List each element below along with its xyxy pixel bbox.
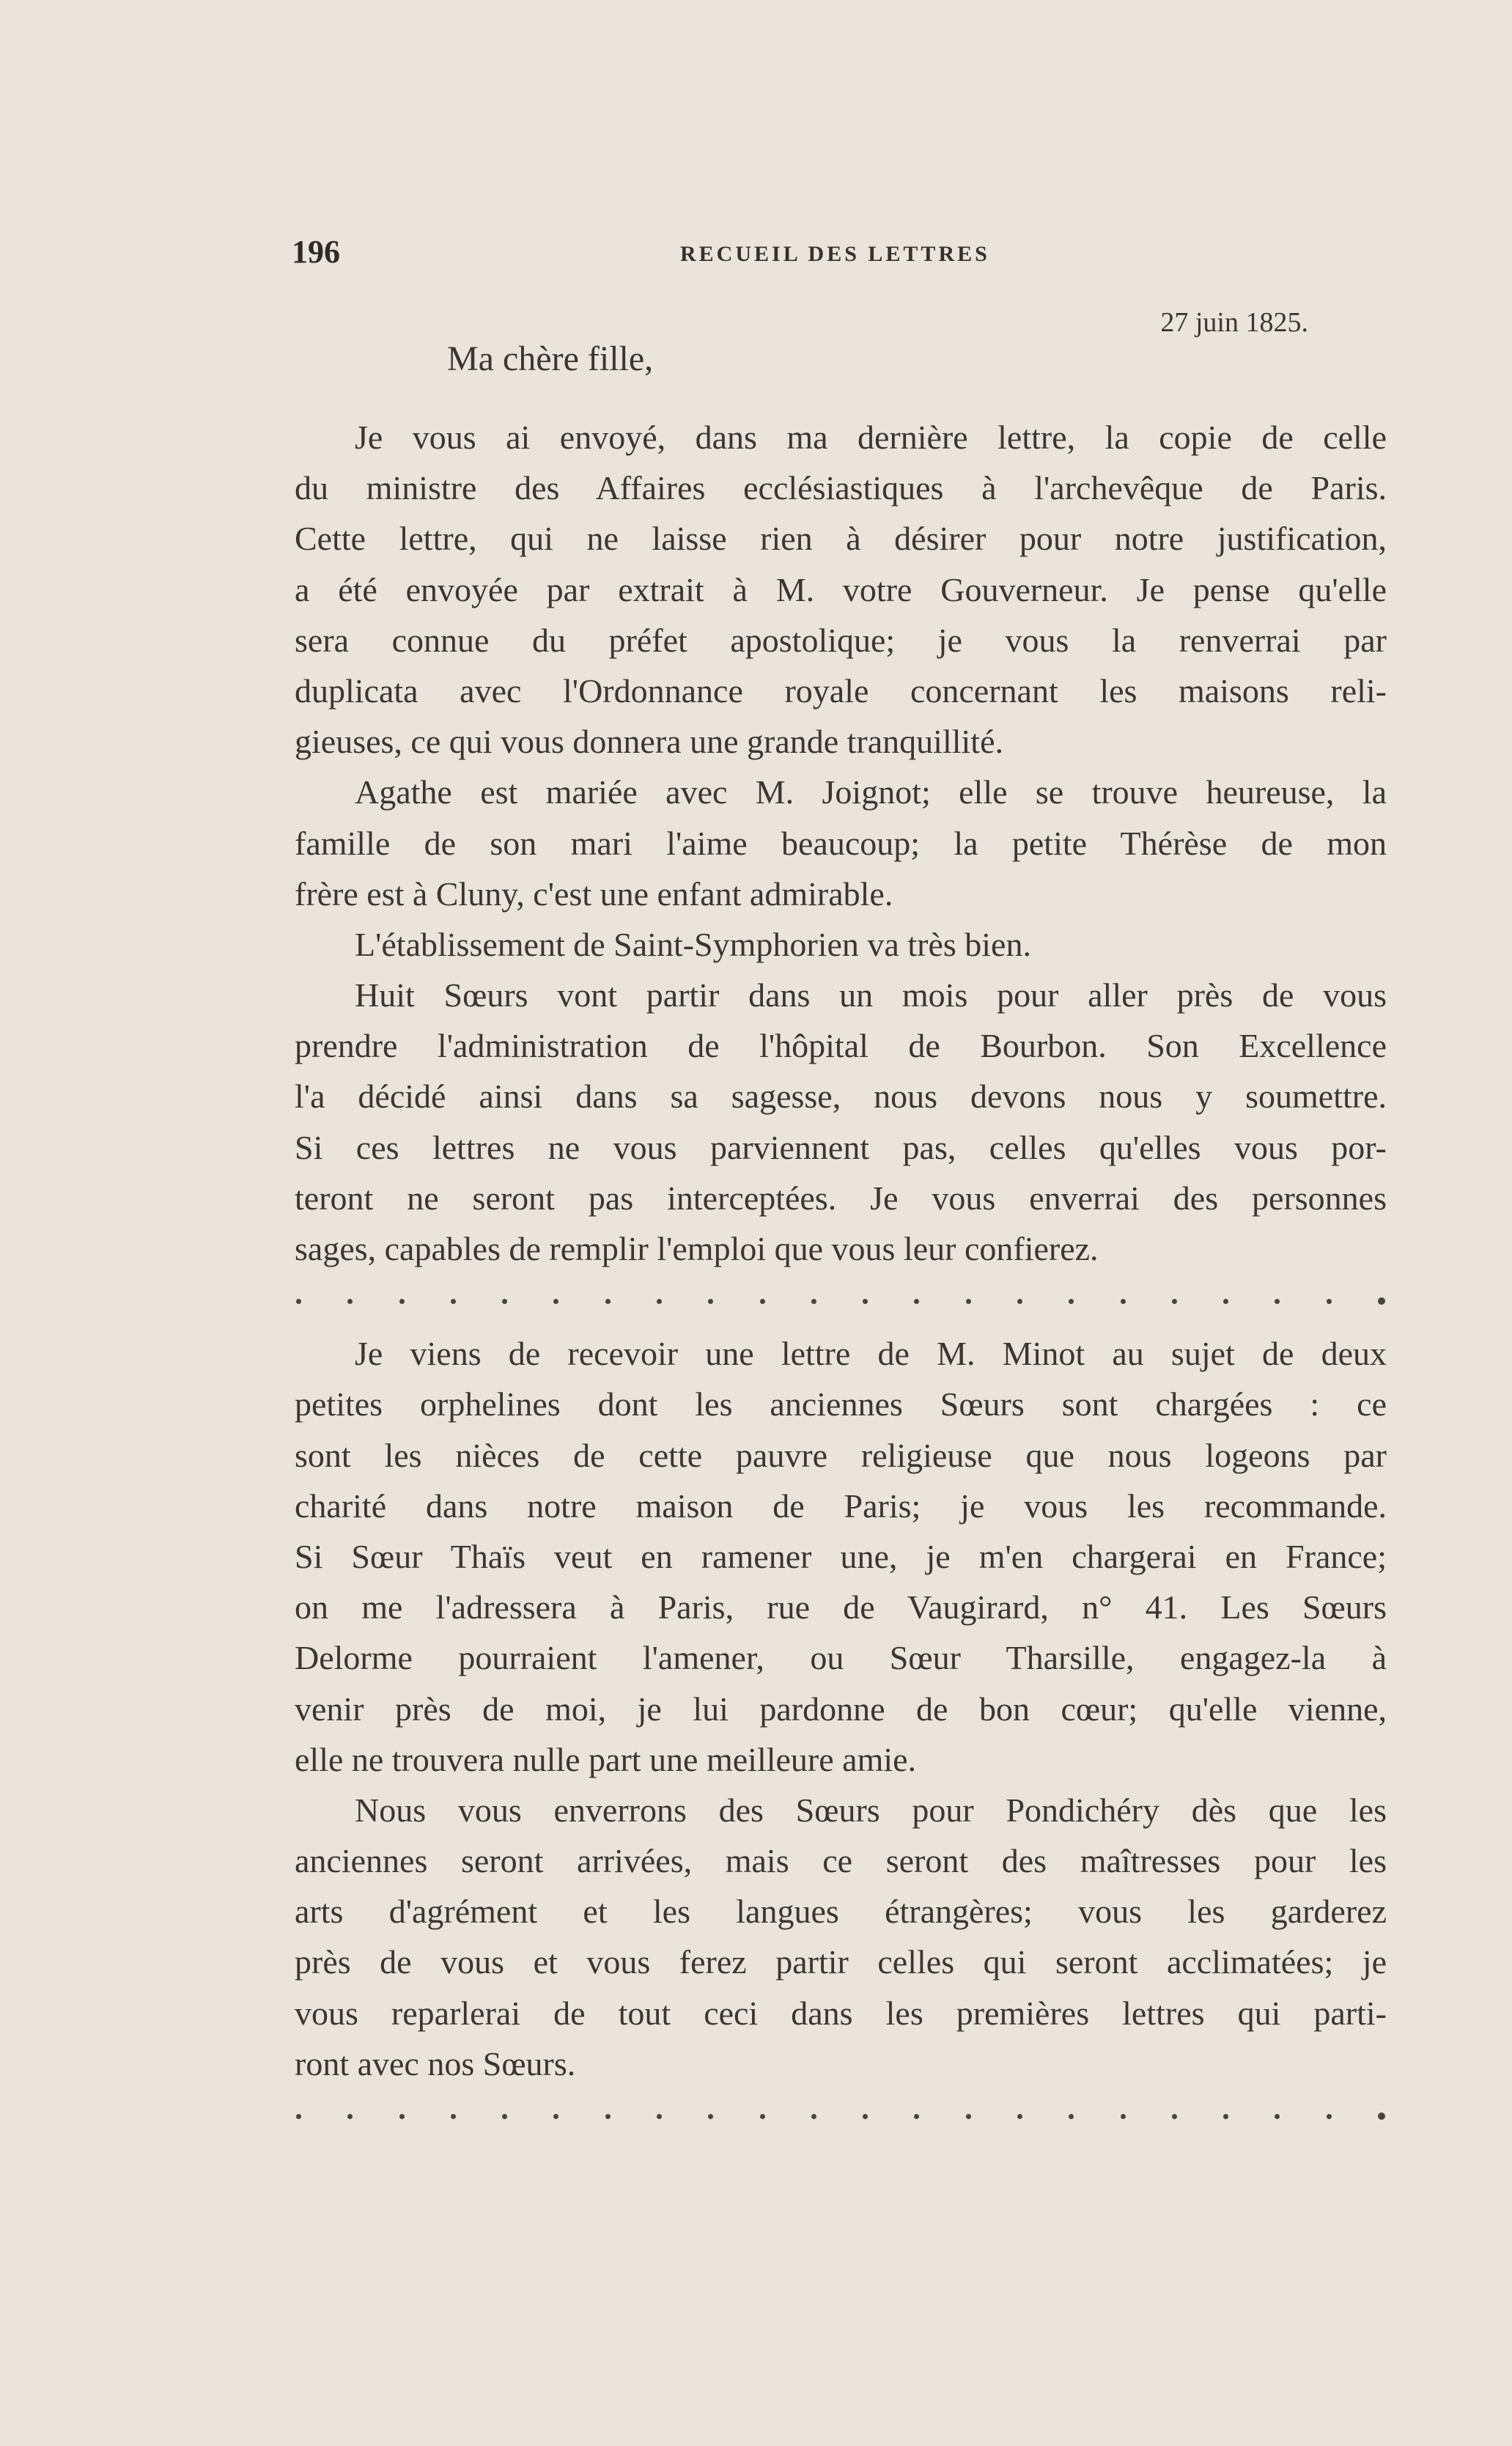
dot [347,2114,353,2119]
text-line: sages, capables de remplir l'emploi que vous leur confierez. [295,1230,1099,1267]
text-line: l'a décidé ainsi dans sa sagesse, nous devons nous y soumettre. [295,1078,1387,1116]
dot [296,1299,301,1304]
text-line: Agathe est mariée avec M. Joignot; elle se trouve heureuse, la [355,773,1387,811]
paragraph-4 [295,970,1387,1274]
paragraph-1 [295,412,1387,767]
dot [502,1299,507,1304]
text-line: a été envoyée par extrait à M. votre Gouverneur. Je pense qu'elle [295,570,1387,608]
dot [1121,1299,1126,1304]
dot [451,2114,456,2119]
dot [657,1299,662,1304]
dot [296,2114,301,2119]
text-line: Cette lettre, qui ne laisse rien à désirer pour notre justification, [295,520,1387,558]
text-line: Si ces lettres ne vous parviennent pas, celles qu'elles vous por- [295,1128,1387,1166]
dot [1327,2114,1332,2119]
text-line: venir près de moi, je lui pardonne de bon cœur; qu'elle vienne, [295,1690,1387,1728]
paragraph-3 [295,919,1387,970]
dot [451,1299,456,1304]
dot [347,1299,353,1304]
dot [1172,1299,1177,1304]
running-title: RECUEIL DES LETTRES [680,242,990,266]
text-line: L'établissement de Saint-Symphorien va très bien. [355,925,1031,963]
text-line: Delorme pourraient l'amener, ou Sœur Tharsille, engagez-la à [295,1639,1387,1677]
paragraph-6 [295,1785,1387,2089]
text-line: vous reparlerai de tout ceci dans les premières lettres qui parti- [295,1994,1387,2032]
dot [1069,1299,1074,1304]
text-line: Je vous ai envoyé, dans ma dernière lettre, la copie de celle [355,419,1387,456]
text-line: Je viens de recevoir une lettre de M. Minot au sujet de deux [355,1335,1387,1373]
dot [863,1299,868,1304]
text-line: prendre l'administration de l'hôpital de Bourbon. Son Excellence [295,1027,1387,1065]
text-line: du ministre des Affaires ecclésiastiques à l'archevêque de Paris. [295,469,1387,507]
dot [1017,2114,1022,2119]
dot [657,2114,662,2119]
paragraph-5 [295,1328,1387,1785]
dot [966,1299,971,1304]
dot [863,2114,868,2119]
text-line: près de vous et vous ferez partir celles qui seront acclimatées; je [295,1943,1387,1981]
dot [760,1299,765,1304]
dot [811,1299,816,1304]
dot [1223,2114,1228,2119]
dot [605,1299,611,1304]
dot [399,2114,405,2119]
text-line: arts d'agrément et les langues étrangères; vous les garderez [295,1893,1387,1931]
dot [1121,2114,1126,2119]
text-line: frère est à Cluny, c'est une enfant admirable. [295,874,893,913]
ellipsis-dots [295,1274,1387,1328]
text-line: charité dans notre maison de Paris; je vous les recommande. [295,1487,1387,1525]
paragraph-2 [295,767,1387,919]
ellipsis-dots [295,2089,1387,2143]
text-line: gieuses, ce qui vous donnera une grande tranquillité. [295,723,1003,761]
dot [1378,2112,1385,2120]
dot [553,2114,558,2119]
dot [1223,1299,1228,1304]
text-line: anciennes seront arrivées, mais ce seront des maîtresses pour les [295,1842,1387,1880]
dot [605,2114,611,2119]
letter-date: 27 juin 1825. [1160,307,1308,338]
text-line: teront ne seront pas interceptées. Je vous enverrai des personnes [295,1179,1387,1217]
text-line: ront avec nos Sœurs. [295,2044,576,2082]
text-line: Si Sœur Thaïs veut en ramener une, je m'en chargerai en France; [295,1537,1387,1575]
dot [553,1299,558,1304]
text-line: petites orphelines dont les anciennes Sœurs sont chargées : ce [295,1385,1387,1423]
dot [502,2114,507,2119]
dot [1275,1299,1280,1304]
dot [966,2114,971,2119]
text-line: Nous vous enverrons des Sœurs pour Pondichéry dès que les [355,1791,1387,1829]
text-line: elle ne trouvera nulle part une meilleure amie. [295,1740,917,1778]
dot [760,2114,765,2119]
text-line: Huit Sœurs vont partir dans un mois pour aller près de vous [355,976,1387,1014]
dot [1378,1297,1385,1305]
dot [1275,2114,1280,2119]
dot [708,1299,713,1304]
dot [1069,2114,1074,2119]
text-line: on me l'adressera à Paris, rue de Vaugirard, n° 41. Les Sœurs [295,1588,1387,1627]
dot [1172,2114,1177,2119]
text-line: sont les nièces de cette pauvre religieuse que nous logeons par [295,1436,1387,1474]
dot [1327,1299,1332,1304]
text-line: sera connue du préfet apostolique; je vous la renverrai par [295,621,1387,659]
letter-salutation: Ma chère fille, [447,339,654,378]
dot [914,2114,919,2119]
dot [914,1299,919,1304]
letter-body [295,412,1387,2143]
dot [399,1299,405,1304]
text-line: duplicata avec l'Ordonnance royale concernant les maisons reli- [295,671,1387,710]
dot [1017,1299,1022,1304]
running-head [292,233,1382,277]
text-line: famille de son mari l'aime beaucoup; la petite Thérèse de mon [295,824,1387,862]
dot [811,2114,816,2119]
page-number: 196 [292,234,340,270]
dot [708,2114,713,2119]
